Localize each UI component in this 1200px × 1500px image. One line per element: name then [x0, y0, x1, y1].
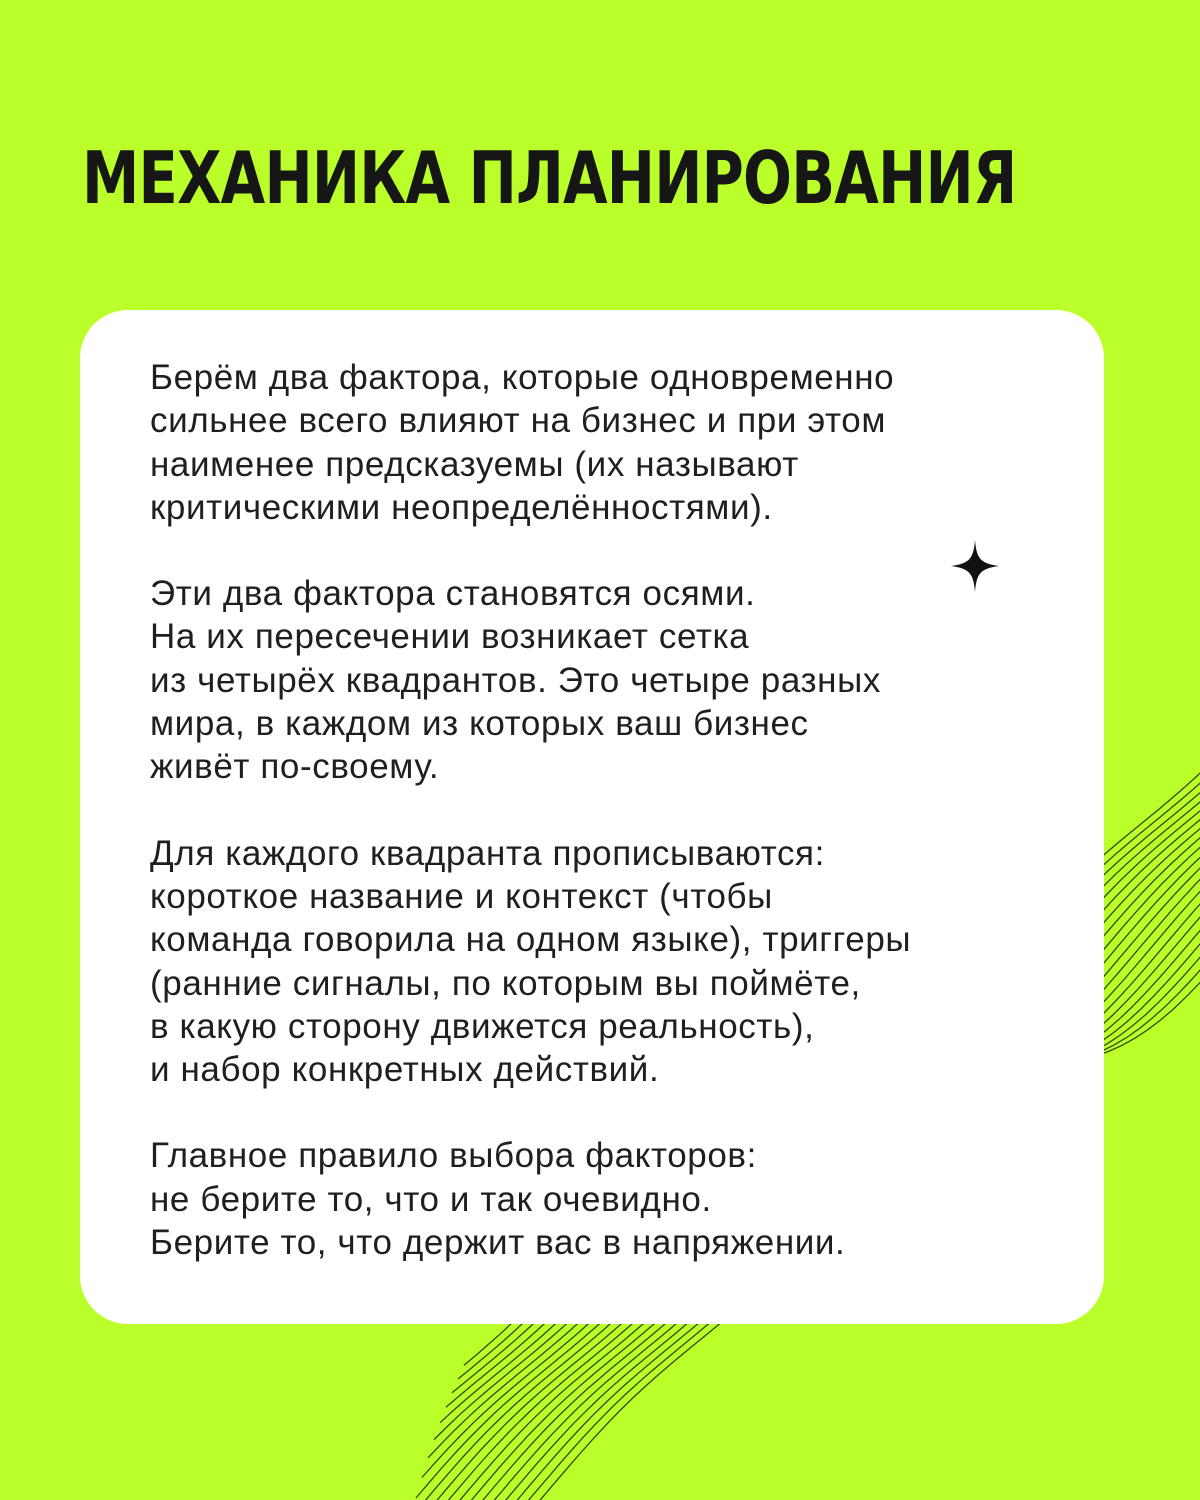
content-card	[80, 310, 1104, 1324]
paragraph-2: Эти два фактора становятся осями. На их пересечении возникает сетка из четырёх квадрантов. Это четыре разных мира, в каждом из которых ваш бизнес живёт по-своему.	[150, 574, 881, 787]
four-point-star-icon	[951, 540, 999, 592]
paragraph-4: Главное правило выбора факторов: не берите то, что и так очевидно. Берите то, что держит вас в напряжении.	[150, 1136, 846, 1263]
card-text	[150, 356, 1070, 1264]
paragraph-1: Берём два фактора, которые одновременно сильнее всего влияют на бизнес и при этом наименее предсказуемы (их называют критическими неопределённостями).	[150, 358, 895, 527]
page-title: МЕХАНИКА ПЛАНИРОВАНИЯ	[82, 136, 1017, 220]
paragraph-3: Для каждого квадранта прописываются: короткое название и контекст (чтобы команда говорила на одном языке), триггеры (ранние сигналы, по которым вы поймёте, в какую сторону движется реальность), и набор конкретных действий.	[150, 833, 912, 1090]
